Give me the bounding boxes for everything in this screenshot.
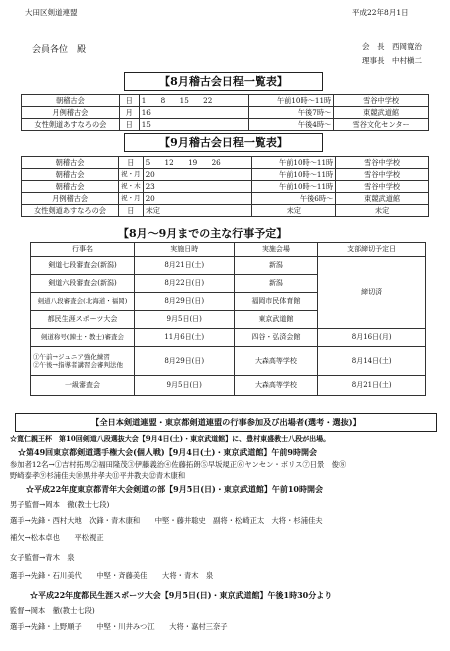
- cell: 剣道称号(錬士・教士)審査会: [31, 329, 135, 347]
- recipient: 会員各位 殿: [32, 45, 87, 55]
- issue-date: 平成22年8月1日: [352, 8, 409, 17]
- results-line-10: 選手→先鋒・石川美代 中堅・斉藤美佳 大将・青木 泉: [10, 571, 214, 580]
- table-row: [31, 376, 426, 396]
- sep-schedule-title: 【9月稽古会日程一覧表】: [124, 133, 323, 152]
- cell: 剣道八段審査会(北海道・福岡): [31, 293, 135, 311]
- cell: 剣道七段審査会(新潟): [31, 257, 135, 275]
- cell: 雪谷文化センター: [334, 119, 429, 131]
- cell: 未定: [252, 205, 336, 217]
- cell: 20: [143, 193, 252, 205]
- cell: 雪谷中学校: [334, 95, 429, 107]
- results-line-9: 女子監督→青木 泉: [10, 553, 75, 562]
- cell: 剣道六段審査会(新潟): [31, 275, 135, 293]
- cell: 20: [143, 169, 252, 181]
- cell: 1 8 15 22: [139, 95, 249, 107]
- column-header: 実施会場: [234, 243, 318, 257]
- cell: 未定: [336, 205, 429, 217]
- cell: 未定: [143, 205, 252, 217]
- sep-schedule-table: [21, 156, 429, 217]
- chairman: 会 長 西岡寛治: [362, 42, 422, 51]
- table-row: [22, 95, 429, 107]
- cell: 雪谷中学校: [336, 157, 429, 169]
- cell: 朝稽古会: [22, 169, 119, 181]
- results-title: 【全日本剣道連盟・東京都剣道連盟の行事参加及び出場者(選考・選抜)】: [15, 413, 437, 432]
- cell: 祝・月: [119, 169, 144, 181]
- cell: 雪谷中学校: [336, 181, 429, 193]
- cell: 8月22日(日): [134, 275, 234, 293]
- table-row: [31, 347, 426, 376]
- cell: 9月5日(日): [134, 311, 234, 329]
- cell: 午後7時〜: [249, 107, 334, 119]
- results-line-13: 選手→先鋒・上野順子 中堅・川井みつ江 大将・嘉村三奈子: [10, 622, 228, 631]
- column-header: 支部締切予定日: [318, 243, 426, 257]
- cell: 5 12 19 26: [143, 157, 252, 169]
- cell: 8月21日(土): [134, 257, 234, 275]
- cell: 朝稽古会: [22, 157, 119, 169]
- column-header: 実施日時: [134, 243, 234, 257]
- events-table: [30, 242, 426, 396]
- cell: 午前10時〜11時: [249, 95, 334, 107]
- cell: 日: [119, 119, 139, 131]
- table-row: [22, 169, 429, 181]
- cell: 東競武道館: [336, 193, 429, 205]
- cell: 午後6時〜: [252, 193, 336, 205]
- cell: 祝・木: [119, 181, 144, 193]
- table-row: [22, 119, 429, 131]
- cell: 23: [143, 181, 252, 193]
- table-row: [22, 157, 429, 169]
- results-line-8: 補欠→松本卓也 平松視正: [10, 533, 104, 542]
- table-row: [22, 107, 429, 119]
- cell: 福岡市民体育館: [234, 293, 318, 311]
- cell: 午前10時〜11時: [252, 181, 336, 193]
- cell: 朝稽古会: [22, 95, 120, 107]
- cell: 15: [139, 119, 249, 131]
- cell: 大森高等学校: [234, 347, 318, 376]
- cell: 四谷・弘済会館: [234, 329, 318, 347]
- cell: 東京武道館: [234, 311, 318, 329]
- aug-schedule-table: [21, 94, 429, 131]
- cell: 東競武道館: [334, 107, 429, 119]
- aug-schedule-title: 【8月稽古会日程一覧表】: [124, 72, 323, 91]
- events-title: 【8月〜9月までの主な行事予定】: [118, 227, 288, 240]
- cell: 朝稽古会: [22, 181, 119, 193]
- results-line-6: 男子監督→岡本 徹(教士七段): [10, 500, 110, 509]
- table-header-row: [31, 243, 426, 257]
- cell: 午後4時〜: [249, 119, 334, 131]
- cell: 午前10時〜11時: [252, 169, 336, 181]
- results-line-11: ☆平成22年度都民生涯スポーツ大会【9月5日(日)・東京武道館】午後1時30分より: [30, 590, 333, 600]
- cell: 月例稽古会: [22, 107, 120, 119]
- results-line-3: 参加者12名→①吉村拓馬②福田隆茂③伊藤義治④佐藤拓朗⑤早坂規正⑥ヤンセン・ボリス⑦日景 俊⑧: [10, 460, 347, 469]
- table-row: [22, 181, 429, 193]
- cell: 月: [119, 107, 139, 119]
- cell: 一級審査会: [31, 376, 135, 396]
- cell: 8月16日(月): [318, 329, 426, 347]
- cell: 新潟: [234, 257, 318, 275]
- cell: 月例稽古会: [22, 193, 119, 205]
- results-line-4: 野崎泰孝⑨杉浦佳夫⑩黒井孝夫⑪平井教夫⑫青木康和: [10, 471, 186, 480]
- cell: 締切済: [318, 257, 426, 329]
- cell: 8月29日(日): [134, 347, 234, 376]
- org-name: 大田区剣道連盟: [25, 8, 78, 17]
- cell: 都民生涯スポーツ大会: [31, 311, 135, 329]
- cell: 女性剣道あすなろの会: [22, 119, 120, 131]
- results-line-7: 選手→先鋒・西村大地 次鋒・青木康和 中堅・藤井聡史 副将・松崎正太 大将・杉浦佳夫: [10, 516, 323, 525]
- cell: 午前10時〜11時: [252, 157, 336, 169]
- cell: 日: [119, 95, 139, 107]
- cell: 大森高等学校: [234, 376, 318, 396]
- results-line-2: ☆第49回東京都剣道選手権大会(個人戦)【9月4日(土)・東京武道館】午前9時開会: [18, 447, 317, 457]
- cell: 11月6日(土): [134, 329, 234, 347]
- cell: 日: [119, 205, 144, 217]
- cell: 8月29日(日): [134, 293, 234, 311]
- cell: ①午前→ジュニア強化練習 ②午後→指導者講習会審判法他: [31, 347, 135, 376]
- cell: 祝・月: [119, 193, 144, 205]
- table-row: [22, 205, 429, 217]
- cell: 9月5日(日): [134, 376, 234, 396]
- table-row: [31, 329, 426, 347]
- cell: 16: [139, 107, 249, 119]
- column-header: 行事名: [31, 243, 135, 257]
- director: 理事長 中村槇二: [362, 56, 422, 65]
- table-row: [22, 193, 429, 205]
- results-line-12: 監督→岡本 徹(教士七段): [10, 606, 95, 615]
- results-line-5: ☆平成22年度東京都青年大会剣道の部【9月5日(日)・東京武道館】午前10時開会: [26, 484, 323, 494]
- cell: 日: [119, 157, 144, 169]
- cell: 8月21日(土): [318, 376, 426, 396]
- cell: 女性剣道あすなろの会: [22, 205, 119, 217]
- cell: 新潟: [234, 275, 318, 293]
- cell: 雪谷中学校: [336, 169, 429, 181]
- cell: 8月14日(土): [318, 347, 426, 376]
- table-row: [31, 257, 426, 275]
- results-line-1: ☆寛仁親王杯 第10回剣道八段選抜大会【9月4日(土)・東京武道館】に、豊村東盛教士八段が出場。: [10, 434, 331, 443]
